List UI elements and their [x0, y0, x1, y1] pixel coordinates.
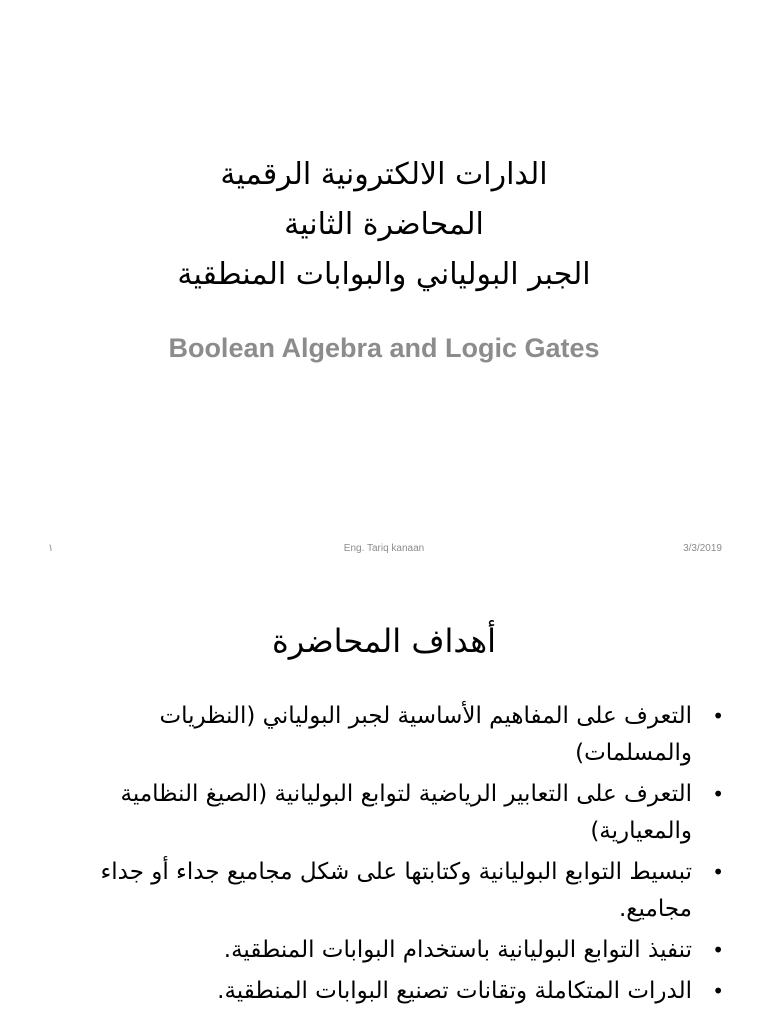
bullet-icon: • — [712, 979, 724, 1003]
objectives-slide — [0, 560, 768, 1024]
title-line-1: الدارات الالكترونية الرقمية — [220, 157, 548, 192]
objectives-list — [70, 698, 726, 1014]
list-item-text: التعرف على التعابير الرياضية لتوابع البوليانية (الصيغ النظامية والمعيارية) — [120, 781, 692, 844]
bullet-icon: • — [712, 704, 724, 728]
objectives-title: أهداف المحاضرة — [272, 622, 496, 660]
list-item — [70, 973, 726, 1010]
list-item — [70, 776, 726, 850]
list-item — [70, 854, 726, 928]
slide-footer — [0, 543, 768, 557]
footer-page-number: ١ — [48, 543, 54, 554]
list-item — [70, 932, 726, 969]
list-item-text: تبسيط التوابع البوليانية وكتابتها على شكل مجاميع جداء أو جداء مجاميع. — [100, 859, 692, 922]
bullet-icon: • — [712, 782, 724, 806]
bullet-icon: • — [712, 938, 724, 962]
list-item-text: تنفيذ التوابع البوليانية باستخدام البوابات المنطقية. — [223, 937, 692, 963]
list-item — [70, 698, 726, 772]
footer-date: 3/3/2019 — [683, 543, 722, 554]
slide-subtitle: Boolean Algebra and Logic Gates — [168, 333, 600, 363]
list-item-text: التعرف على المفاهيم الأساسية لجبر البولياني (النظريات والمسلمات) — [159, 703, 692, 766]
title-line-2: المحاضرة الثانية — [284, 207, 484, 242]
slide-title — [0, 150, 768, 300]
list-item-text: الدرات المتكاملة وتقانات تصنيع البوابات المنطقية. — [217, 978, 692, 1004]
title-line-3: الجبر البولياني والبوابات المنطقية — [177, 257, 591, 292]
footer-author: Eng. Tariq kanaan — [343, 543, 425, 554]
bullet-icon: • — [712, 860, 724, 884]
